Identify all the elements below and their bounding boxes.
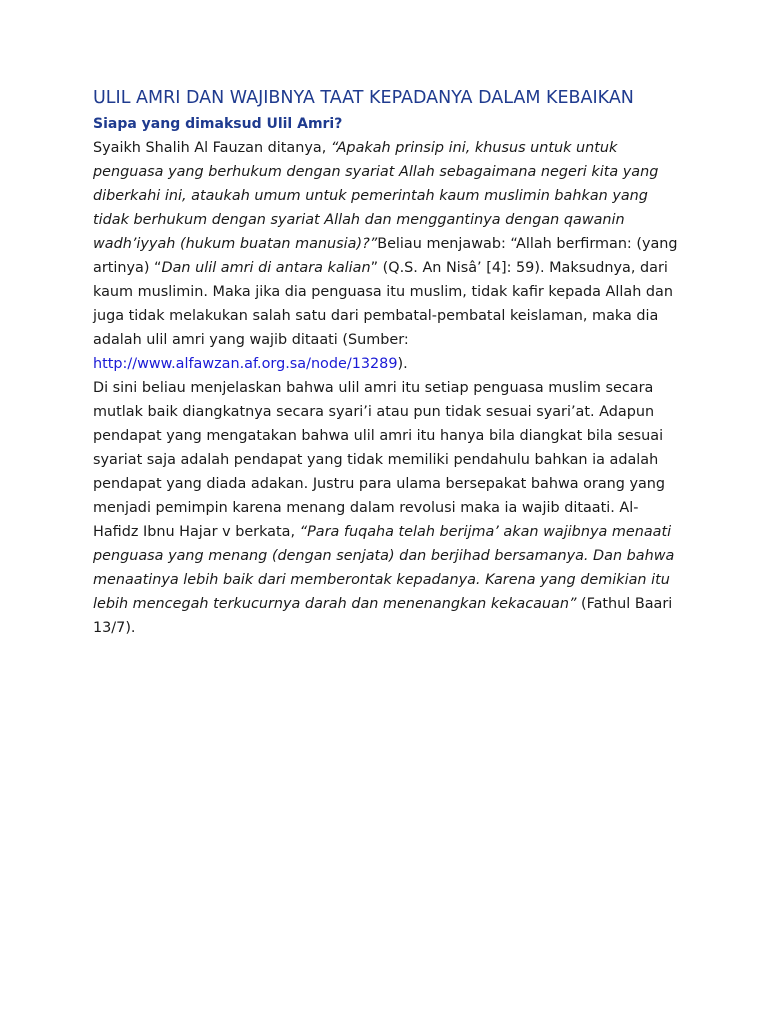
paragraph-1 [93,136,678,376]
document-title: ULIL AMRI DAN WAJIBNYA TAAT KEPADANYA DALAM KEBAIKAN [93,88,634,108]
paragraph-2 [93,376,678,640]
document-page [93,88,678,640]
answer-rest: ” (Q.S. An Nisâ’ [4]: 59). Maksudnya, dari kaum muslimin. Maka jika dia penguasa itu muslim, tidak kafir kepada Allah dan juga tidak melakukan salah satu dari pembatal-pembatal keislaman, maka dia adalah ulil amri yang wajib ditaati (Sumber: [93,260,673,348]
answer-start: Beliau menjawab: “Allah berfirman: (yang artinya) “ [93,236,678,276]
citation: (Fathul Baari 13/7). [93,596,673,636]
document-body [93,136,678,640]
question-quote: “Apakah prinsip ini, khusus untuk untuk penguasa yang berhukum dengan syariat Allah sebagaimana negeri kita yang diberkahi ini, ataukah umum untuk pemerintah kaum muslimin bahkan yang tidak berhukum dengan syariat Allah dan menggantinya dengan qawanin wadh’iyyah (hukum buatan manusia)?” [93,140,659,252]
paragraph-2-text: Di sini beliau menjelaskan bahwa ulil amri itu setiap penguasa muslim secara mutlak baik diangkatnya secara syari’i atau pun tidak sesuai syari’at. Adapun pendapat yang mengatakan bahwa ulil amri itu hanya bila diangkat bila sesuai syariat saja adalah pendapat yang tidak memiliki pendahulu bahkan ia adalah pendapat yang diada adakan. Justru para ulama bersepakat bahwa orang yang menjadi pemimpin karena menang dalam revolusi maka ia wajib ditaati. Al-Hafidz Ibnu Hajar v berkata, [93,380,666,540]
section-heading: Siapa yang dimaksud Ulil Amri? [93,116,343,132]
paragraph-1-intro: Syaikh Shalih Al Fauzan ditanya, [93,140,331,156]
source-link[interactable]: http://www.alfawzan.af.org.sa/node/13289 [93,356,398,372]
source-end: ). [397,356,408,372]
ibnu-hajar-quote: “Para fuqaha telah berijma’ akan wajibnya menaati penguasa yang menang (dengan senjata) dan berjihad bersamanya. Dan bahwa menaatinya lebih baik dari memberontak kepadanya. Karena yang demikian itu lebih mencegah terkucurnya darah dan menenangkan kekacauan” [93,524,675,612]
verse-quote: Dan ulil amri di antara kalian [161,260,371,276]
